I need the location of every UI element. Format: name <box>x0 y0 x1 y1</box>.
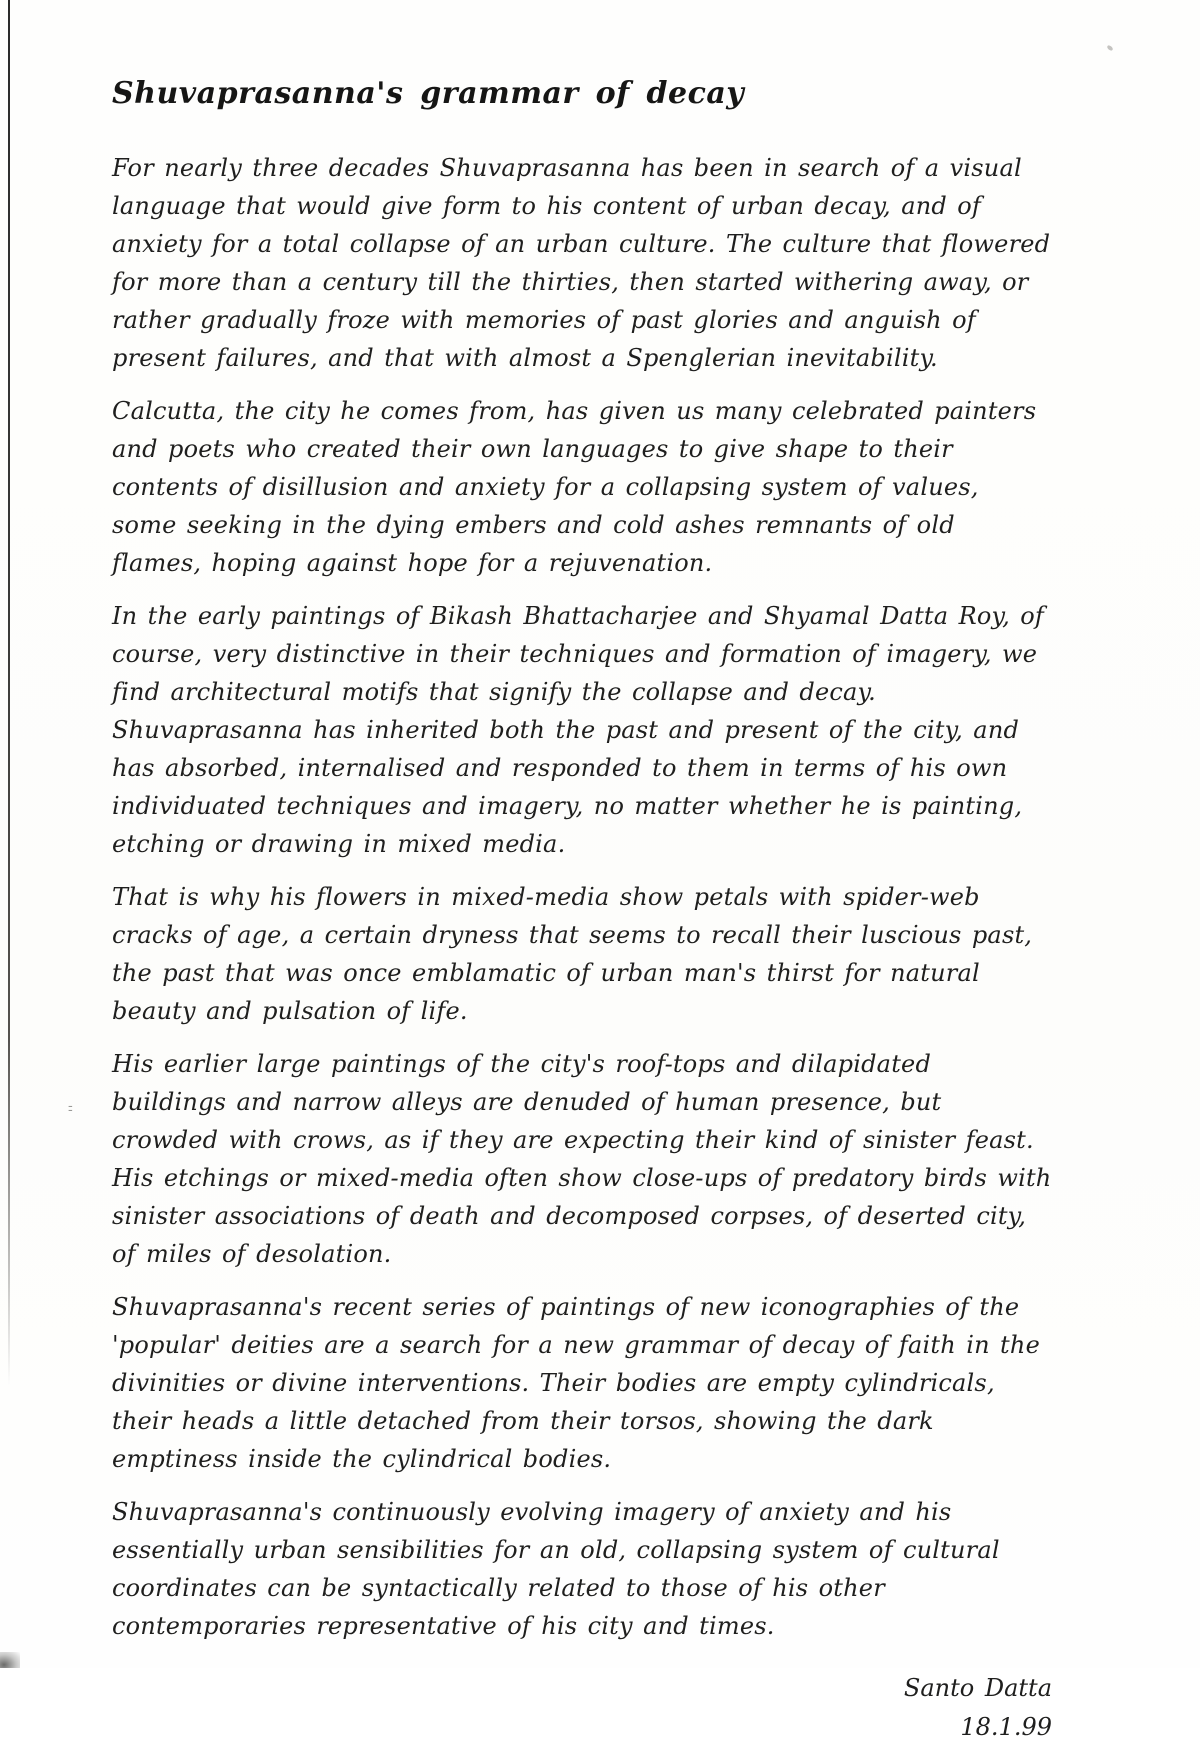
paragraph-5: His earlier large paintings of the city's roof-tops and dilapidated buildings and narrow alleys are denuded of human presence, but crowded with crows, as if they are expecting their kind of sinister feast. His etchings or mixed-media often show close-ups of predatory birds with sinister associations of death and decomposed corpses, of deserted city, of miles of desolation. <box>112 1050 1052 1268</box>
paragraph-1: For nearly three decades Shuvaprasanna has been in search of a visual language that would give form to his content of urban decay, and of anxiety for a total collapse of an urban culture. The culture that flowered for more than a century till the thirties, then started withering away, or rather gradually froze with memories of past glories and anguish of present failures, and that with almost a Spenglerian inevitability. <box>112 154 1051 372</box>
speck-artifact <box>1106 44 1113 51</box>
document-content <box>112 76 1052 1747</box>
paragraph-3: In the early paintings of Bikash Bhattacharjee and Shyamal Datta Roy, of course, very distinctive in their techniques and formation of imagery, we find architectural motifs that signify the collapse and decay. Shuvaprasanna has inherited both the past and present of the city, and has absorbed, internalised and responded to them in terms of his own individuated techniques and imagery, no matter whether he is painting, etching or drawing in mixed media. <box>112 602 1044 858</box>
paragraph-4: That is why his flowers in mixed-media show petals with spider-web cracks of age, a certain dryness that seems to recall their luscious past, the past that was once emblamatic of urban man's thirst for natural beauty and pulsation of life. <box>112 883 1033 1025</box>
corner-smudge-artifact <box>0 1652 20 1668</box>
scan-edge-line-artifact <box>8 0 10 1385</box>
document-title: Shuvaprasanna's grammar of decay <box>112 76 745 111</box>
margin-dashes-artifact: - - <box>68 1098 77 1118</box>
paragraph-2: Calcutta, the city he comes from, has given us many celebrated painters and poets who created their own languages to give shape to their contents of disillusion and anxiety for a collapsing system of values, some seeking in the dying embers and cold ashes remnants of old flames, hoping against hope for a rejuvenation. <box>112 397 1037 577</box>
paragraph-7: Shuvaprasanna's continuously evolving imagery of anxiety and his essentially urban sensibilities for an old, collapsing system of cultural coordinates can be syntactically related to those of his other contemporaries representative of his city and times. <box>112 1498 1000 1640</box>
signature-date: 18.1.99 <box>960 1713 1052 1741</box>
signature-block <box>112 1669 1052 1747</box>
signature-name: Santo Datta <box>903 1674 1052 1702</box>
paragraph-6: Shuvaprasanna's recent series of paintings of new iconographies of the 'popular' deities are a search for a new grammar of decay of faith in the divinities or divine interventions. Their bodies are empty cylindricals, their heads a little detached from their torsos, showing the dark emptiness inside the cylindrical bodies. <box>112 1293 1040 1473</box>
